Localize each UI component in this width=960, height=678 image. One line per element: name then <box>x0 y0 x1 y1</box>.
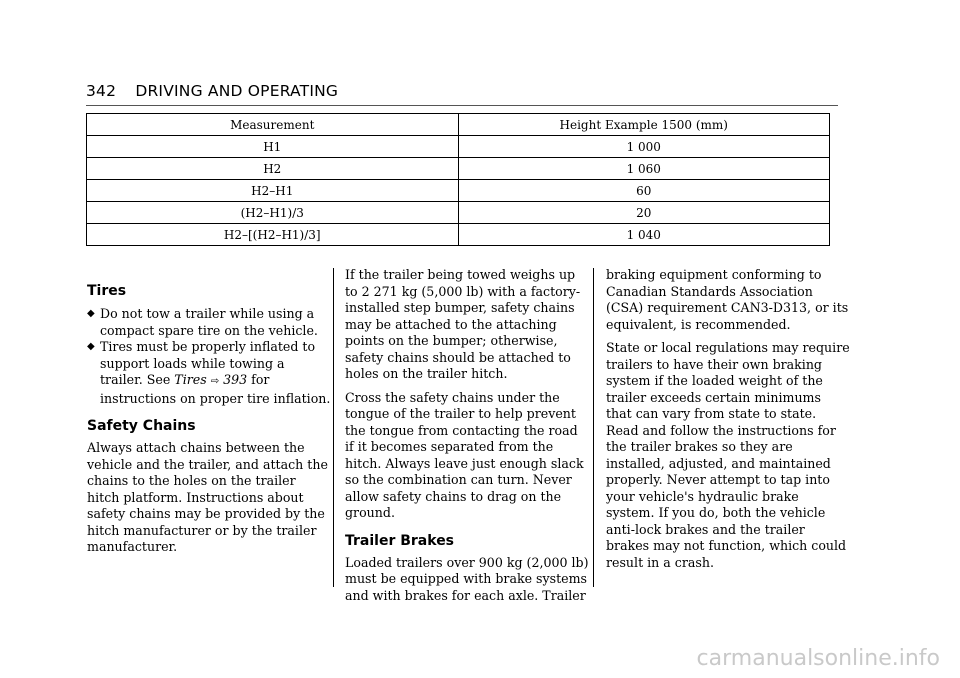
paragraph: Cross the safety chains under the tongue of the trailer to help prevent the tongue from contacting the road if it becomes separated from the hitch. Always leave just enough slack so the combination can turn. Never allow safety chains to drag on the ground. <box>345 389 584 520</box>
cross-reference-link[interactable]: Tires <box>174 372 207 387</box>
table-cell: H2–[(H2–H1)/3] <box>87 224 459 246</box>
measurement-table <box>86 113 830 246</box>
paragraph: braking equipment conforming to Canadian Standards Association (CSA) requirement CAN3-D313, or its equivalent, is recommended. <box>606 267 849 332</box>
list-item-text: Tires must be properly inflated to support loads while towing a trailer. See <box>100 339 316 387</box>
table-row <box>87 136 830 158</box>
table-row <box>87 158 830 180</box>
safety-chains-paragraph: Always attach chains between the vehicle and the trailer, and attach the chains to the holes on the trailer hitch platform. Instructions about safety chains may be provided by the hitch manufacturer or by the trailer manufacturer. <box>87 440 328 554</box>
table-cell: 60 <box>458 180 830 202</box>
table-cell: H2–H1 <box>87 180 459 202</box>
column-divider <box>333 268 334 587</box>
table-cell: (H2–H1)/3 <box>87 202 459 224</box>
safety-chains-heading: Safety Chains <box>87 418 196 434</box>
table-cell: H2 <box>87 158 459 180</box>
column-1 <box>87 267 331 563</box>
watermark: carmanualsonline.info <box>696 646 940 671</box>
paragraph: Loaded trailers over 900 kg (2,000 lb) must be equipped with brake systems and with brakes for each axle. Trailer <box>345 554 589 603</box>
column-divider <box>593 268 594 587</box>
trailer-brakes-heading: Trailer Brakes <box>345 532 455 549</box>
section-title: DRIVING AND OPERATING <box>135 82 339 100</box>
list-item-text: Do not tow a trailer while using a compact spare tire on the vehicle. <box>100 306 318 338</box>
table-header-cell: Height Example 1500 (mm) <box>458 114 830 136</box>
table-cell: 1 040 <box>458 224 830 246</box>
table-cell: 1 060 <box>458 158 830 180</box>
table-cell: 1 000 <box>458 136 830 158</box>
tires-heading: Tires <box>87 283 127 299</box>
header-rule <box>86 105 838 106</box>
table-header-row <box>87 114 830 136</box>
bullet-icon: ◆ <box>87 308 95 319</box>
page-header <box>86 82 338 100</box>
column-2 <box>345 267 589 611</box>
paragraph: State or local regulations may require trailers to have their own braking system if the loaded weight of the trailer exceeds certain minimums that can vary from state to state. Read and follow the instructions for the trailer brakes so they are installed, adjusted, and maintained properly. Never attempt to tap into your vehicle's hydraulic brake system. If you do, both the vehicle anti-lock brakes and the trailer brakes may not function, which could result in a crash. <box>606 340 850 570</box>
page-ref-arrow-icon: ⇨ <box>210 376 220 387</box>
tires-list <box>87 306 331 407</box>
page-number: 342 <box>86 82 117 100</box>
list-item <box>87 339 331 407</box>
list-item-text-tail: for instructions on proper tire inflation. <box>100 372 331 406</box>
table-cell: H1 <box>87 136 459 158</box>
list-item <box>87 306 331 339</box>
table-row <box>87 180 830 202</box>
column-3 <box>606 267 850 578</box>
bullet-icon: ◆ <box>87 341 95 352</box>
paragraph: If the trailer being towed weighs up to 2 271 kg (5,000 lb) with a factory-installed step bumper, safety chains may be attached to the attaching points on the bumper; otherwise, safety chains should be attached to holes on the trailer hitch. <box>345 267 581 381</box>
table-cell: 20 <box>458 202 830 224</box>
cross-reference-page[interactable]: 393 <box>223 372 248 387</box>
table-header-cell: Measurement <box>87 114 459 136</box>
table-row <box>87 202 830 224</box>
table-row <box>87 224 830 246</box>
